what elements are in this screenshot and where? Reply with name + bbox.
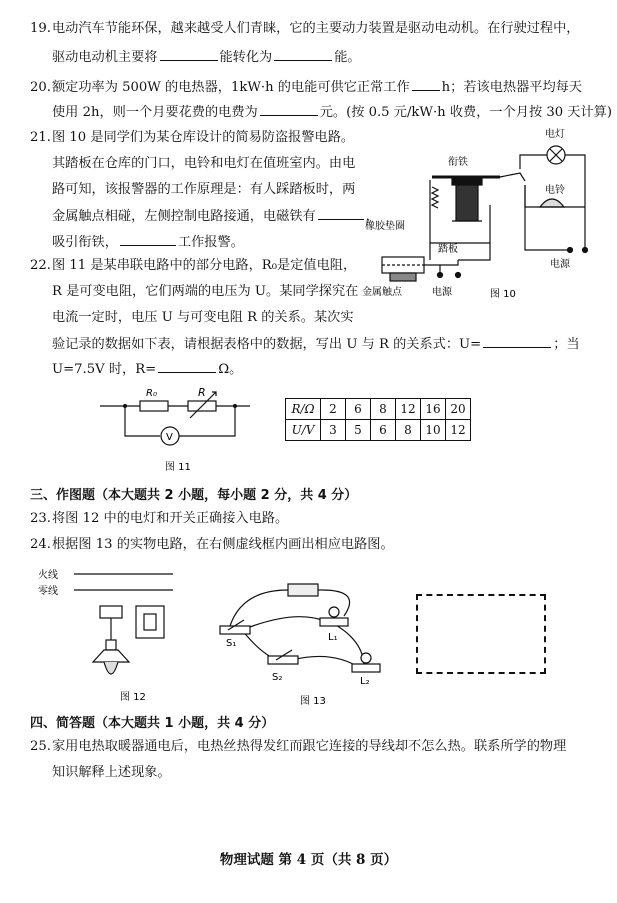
label-l1: L₁ <box>328 632 338 643</box>
answer-blank[interactable] <box>274 48 332 61</box>
q21-line4: 金属触点相碰，左侧控制电路接通，电磁铁有 ， <box>52 209 379 224</box>
q21-line2: 其踏板在仓库的门口，电铃和电灯在值班室内。由电 <box>52 156 356 171</box>
q22-line3: 电流一定时，电压 U 与可变电阻 R 的关系。某次实 <box>52 310 354 325</box>
label-lamp: 电灯 <box>545 129 565 140</box>
page-footer: 物理试题 第 4 页（共 8 页） <box>219 852 398 868</box>
table-cell: 6 <box>371 420 396 441</box>
q22-line1: 22.图 11 是某串联电路中的部分电路，R₀是定值电阻， <box>30 258 357 273</box>
table-cell: 8 <box>396 420 421 441</box>
table-cell: 2 <box>321 399 346 420</box>
table-cell: 5 <box>346 420 371 441</box>
q22-line5: U=7.5V 时，R= Ω。 <box>52 362 243 377</box>
table-cell: 8 <box>371 399 396 420</box>
table-header-u: U/V <box>286 420 321 441</box>
figure-12-caption: 图 12 <box>120 692 146 703</box>
label-source-left: 电源 <box>432 287 452 298</box>
table-cell: 16 <box>421 399 446 420</box>
figure-10-caption: 图 10 <box>490 289 516 300</box>
label-bell: 电铃 <box>545 185 565 196</box>
q23-line: 23.将图 12 中的电灯和开关正确接入电路。 <box>30 511 289 526</box>
figure-12-lamp-switch <box>38 562 178 712</box>
table-cell: 3 <box>321 420 346 441</box>
figure-11-caption: 图 11 <box>165 462 191 473</box>
label-r0: R₀ <box>146 388 157 399</box>
q21-line3: 路可知，该报警器的工作原理是：有人踩踏板时，两 <box>52 182 356 197</box>
table-row <box>286 420 471 441</box>
label-s1: S₁ <box>226 638 237 649</box>
answer-blank[interactable] <box>160 48 218 61</box>
q22-line2: R 是可变电阻，它们两端的电压为 U。某同学探究在 <box>52 284 359 299</box>
figure-13-physical-circuit <box>212 580 398 710</box>
table-header-r: R/Ω <box>286 399 321 420</box>
q21-line1: 21.图 10 是同学们为某仓库设计的简易防盗报警电路。 <box>30 130 355 145</box>
q22-line4: 验记录的数据如下表，请根据表格中的数据，写出 U 与 R 的关系式：U= ；当 <box>52 337 580 352</box>
q21-line5: 吸引衔铁， 工作报警。 <box>52 235 244 250</box>
answer-blank[interactable] <box>158 360 216 373</box>
circuit-answer-box[interactable] <box>416 594 546 674</box>
label-rubber-washer: 橡胶垫圈 <box>365 221 405 232</box>
q24-line: 24.根据图 13 的实物电路，在右侧虚线框内画出相应电路图。 <box>30 537 394 552</box>
q20-line1: 20.额定功率为 500W 的电热器，1kW·h 的电能可供它正常工作 h；若该电热器平均每天 <box>30 80 583 95</box>
voltmeter-symbol: V <box>166 432 173 443</box>
label-pedal: 踏板 <box>438 244 458 255</box>
table-cell: 10 <box>421 420 446 441</box>
figure-13-caption: 图 13 <box>300 696 326 707</box>
table-cell: 12 <box>396 399 421 420</box>
answer-blank[interactable] <box>483 335 551 348</box>
label-armature: 衔铁 <box>448 157 468 168</box>
table-row <box>286 399 471 420</box>
q19-line2: 驱动电动机主要将 能转化为 能。 <box>52 50 361 65</box>
section-3-heading: 三、作图题（本大题共 2 小题，每小题 2 分，共 4 分） <box>30 488 358 503</box>
data-table <box>285 398 471 441</box>
answer-blank[interactable] <box>412 78 440 91</box>
table-cell: 6 <box>346 399 371 420</box>
section-4-heading: 四、简答题（本大题共 1 小题，共 4 分） <box>30 716 275 731</box>
answer-blank[interactable] <box>120 233 176 246</box>
q25-line2: 知识解释上述现象。 <box>52 765 171 780</box>
label-s2: S₂ <box>272 672 283 683</box>
figure-10-alarm-circuit <box>360 125 600 310</box>
label-metal-contact: 金属触点 <box>362 287 402 298</box>
answer-blank[interactable] <box>260 103 318 116</box>
q20-line2: 使用 2h，则一个月要花费的电费为 元。(按 0.5 元/kW·h 收费，一个月按 30 天计算) <box>52 105 613 120</box>
table-cell: 12 <box>446 420 471 441</box>
label-r: R <box>198 386 206 399</box>
label-neutral-wire: 零线 <box>38 586 58 597</box>
q25-line1: 25.家用电热取暖器通电后，电热丝热得发红而跟它连接的导线却不怎么热。联系所学的物理 <box>30 739 567 754</box>
answer-blank[interactable] <box>318 207 364 220</box>
table-cell: 20 <box>446 399 471 420</box>
figure-11-circuit <box>100 384 250 476</box>
q19-line1: 19.电动汽车节能环保，越来越受人们青睐，它的主要动力装置是驱动电动机。在行驶过程中， <box>30 21 580 36</box>
label-source-right: 电源 <box>550 259 570 270</box>
label-l2: L₂ <box>360 676 370 687</box>
label-live-wire: 火线 <box>38 570 58 581</box>
